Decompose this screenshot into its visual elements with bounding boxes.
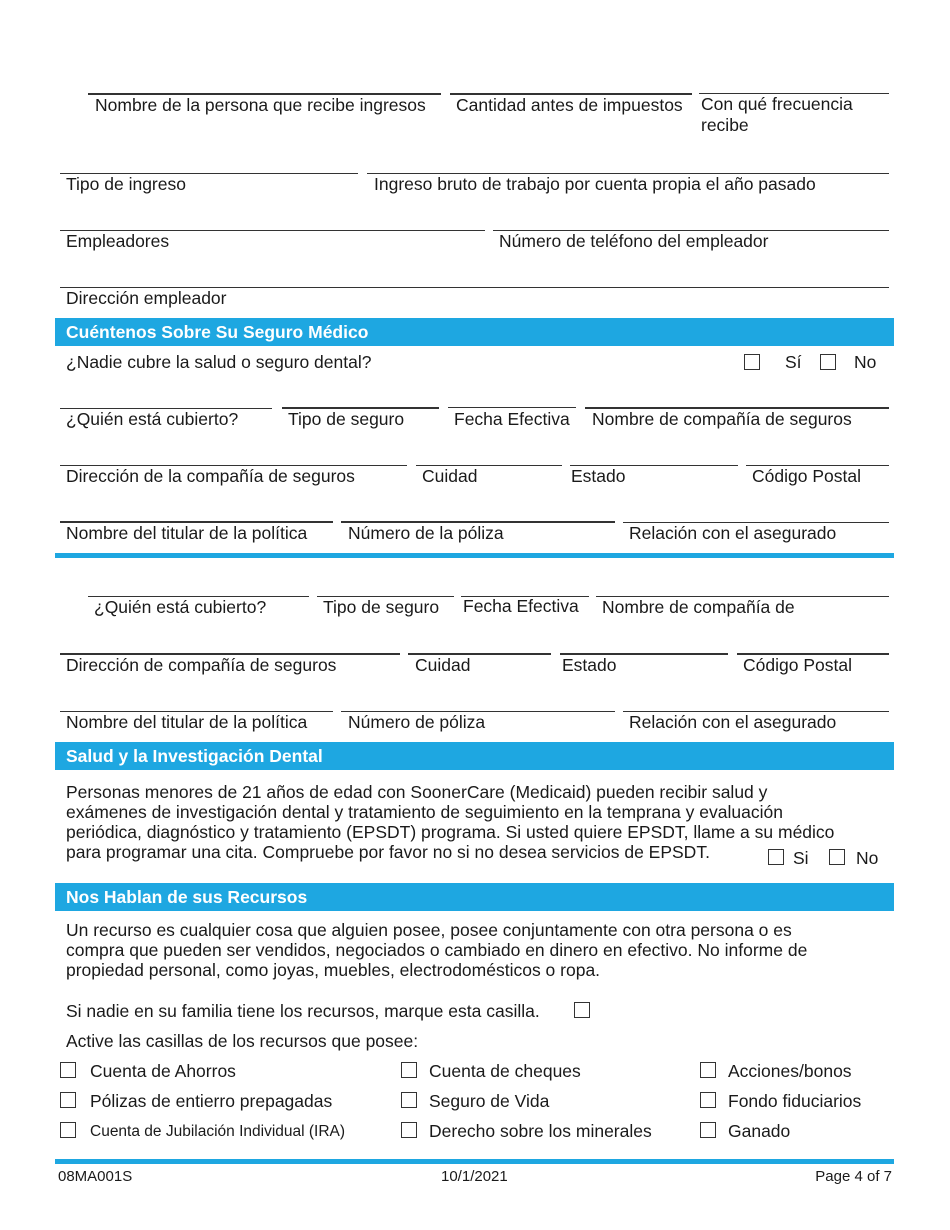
amount-before-tax-label: Cantidad antes de impuestos <box>456 95 683 115</box>
city-label-2: Cuidad <box>415 655 471 675</box>
insurance-section-title: Cuéntenos Sobre Su Seguro Médico <box>66 322 369 342</box>
company-address-label-2: Dirección de compañía de seguros <box>66 655 337 675</box>
stocks-bonds-label: Acciones/bonos <box>728 1061 852 1081</box>
self-employment-income-label: Ingreso bruto de trabajo por cuenta propia el año pasado <box>374 174 816 194</box>
income-type-label: Tipo de ingreso <box>66 174 186 194</box>
epsdt-no-label: No <box>856 848 879 868</box>
page-number: Page 4 of 7 <box>815 1168 892 1185</box>
section-divider <box>55 553 894 558</box>
dental-section-header <box>55 742 894 770</box>
employer-address-label: Dirección empleador <box>66 288 227 308</box>
relationship-label: Relación con el asegurado <box>629 523 837 543</box>
ira-label: Cuenta de Jubilación Individual (IRA) <box>90 1123 346 1140</box>
policy-number-label-2: Número de póliza <box>348 712 486 732</box>
no-coverage-yes-checkbox[interactable] <box>744 354 760 370</box>
resources-line-1: Un recurso es cualquier cosa que alguien posee, posee conjuntamente con otra persona o es <box>66 920 792 940</box>
insurance-type-label: Tipo de seguro <box>288 409 405 429</box>
stocks-bonds-checkbox[interactable] <box>700 1062 716 1078</box>
resources-section-title: Nos Hablan de sus Recursos <box>66 887 308 907</box>
policy-holder-label: Nombre del titular de la política <box>66 523 308 543</box>
resources-line-2: compra que pueden ser vendidos, negociados o cambiado en dinero en efectivo. No informe de <box>66 940 808 960</box>
mineral-rights-checkbox[interactable] <box>401 1122 417 1138</box>
ira-checkbox[interactable] <box>60 1122 76 1138</box>
epsdt-no-checkbox[interactable] <box>829 849 845 865</box>
life-insurance-label: Seguro de Vida <box>429 1091 550 1111</box>
resources-line-3: propiedad personal, como joyas, muebles, electrodomésticos o ropa. <box>66 960 601 980</box>
person-name-label: Nombre de la persona que recibe ingresos <box>95 95 426 115</box>
no-coverage-question: ¿Nadie cubre la salud o seguro dental? <box>66 352 372 372</box>
select-resources-label: Active las casillas de los recursos que posee: <box>66 1031 419 1051</box>
who-covered-label-2: ¿Quién está cubierto? <box>94 597 267 617</box>
insurance-company-label: Nombre de compañía de seguros <box>592 409 852 429</box>
resources-section-header <box>55 883 894 911</box>
dental-line-4: para programar una cita. Compruebe por favor no si no desea servicios de EPSDT. <box>66 842 710 862</box>
who-covered-label: ¿Quién está cubierto? <box>66 409 239 429</box>
livestock-label: Ganado <box>728 1121 791 1141</box>
trust-funds-checkbox[interactable] <box>700 1092 716 1108</box>
footer-divider <box>55 1159 894 1164</box>
checking-account-label: Cuenta de cheques <box>429 1061 581 1081</box>
no-resources-checkbox[interactable] <box>574 1002 590 1018</box>
dental-line-1: Personas menores de 21 años de edad con SoonerCare (Medicaid) pueden recibir salud y <box>66 782 768 802</box>
insurance-company-label-2: Nombre de compañía de <box>602 597 795 617</box>
no-coverage-no-label: No <box>854 352 877 372</box>
state-label: Estado <box>571 466 626 486</box>
zip-label: Código Postal <box>752 466 861 486</box>
effective-date-field[interactable] <box>448 407 576 408</box>
city-label: Cuidad <box>422 466 478 486</box>
dental-section-title: Salud y la Investigación Dental <box>66 746 323 766</box>
no-coverage-yes-label: Sí <box>785 352 802 372</box>
savings-account-checkbox[interactable] <box>60 1062 76 1078</box>
livestock-checkbox[interactable] <box>700 1122 716 1138</box>
insurance-type-label-2: Tipo de seguro <box>323 597 440 617</box>
form-date: 10/1/2021 <box>441 1168 508 1185</box>
policy-holder-label-2: Nombre del titular de la política <box>66 712 308 732</box>
form-id: 08MA001S <box>58 1168 133 1185</box>
state-label-2: Estado <box>562 655 617 675</box>
effective-date-label: Fecha Efectiva <box>454 409 570 429</box>
savings-account-label: Cuenta de Ahorros <box>90 1061 236 1081</box>
insurance-section-header <box>55 318 894 346</box>
dental-line-2: exámenes de investigación dental y tratamiento de seguimiento en la temprana y evaluación <box>66 802 783 822</box>
frequency-label: Con qué frecuencia recibe <box>701 94 853 135</box>
no-resources-label: Si nadie en su familia tiene los recursos, marque esta casilla. <box>66 1001 540 1021</box>
zip-label-2: Código Postal <box>743 655 852 675</box>
epsdt-yes-checkbox[interactable] <box>768 849 784 865</box>
employer-phone-label: Número de teléfono del empleador <box>499 231 769 251</box>
effective-date-label-2: Fecha Efectiva <box>463 596 579 616</box>
no-coverage-no-checkbox[interactable] <box>820 354 836 370</box>
burial-policies-label: Pólizas de entierro prepagadas <box>90 1091 333 1111</box>
relationship-label-2: Relación con el asegurado <box>629 712 837 732</box>
mineral-rights-label: Derecho sobre los minerales <box>429 1121 652 1141</box>
trust-funds-label: Fondo fiduciarios <box>728 1091 862 1111</box>
company-address-label: Dirección de la compañía de seguros <box>66 466 355 486</box>
epsdt-yes-label: Si <box>793 848 809 868</box>
dental-line-3: periódica, diagnóstico y tratamiento (EPSDT) programa. Si usted quiere EPSDT, llame a su médico <box>66 822 835 842</box>
resources-paragraph <box>66 920 891 980</box>
checking-account-checkbox[interactable] <box>401 1062 417 1078</box>
employers-label: Empleadores <box>66 231 170 251</box>
life-insurance-checkbox[interactable] <box>401 1092 417 1108</box>
policy-number-label: Número de la póliza <box>348 523 504 543</box>
burial-policies-checkbox[interactable] <box>60 1092 76 1108</box>
